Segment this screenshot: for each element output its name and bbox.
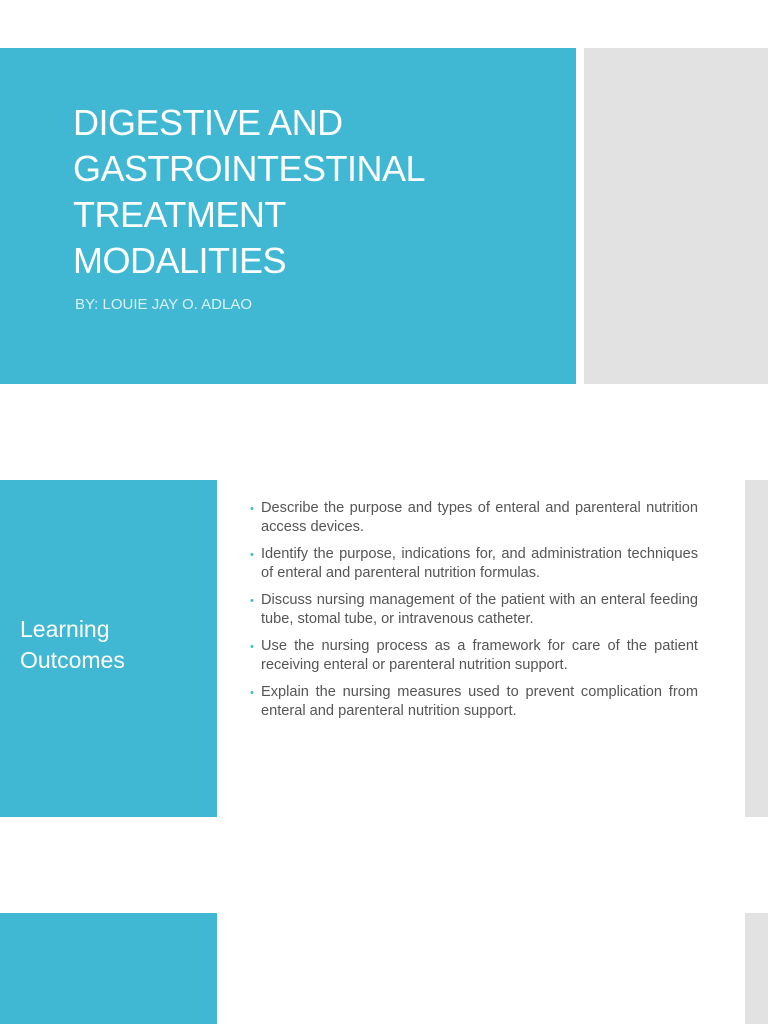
- title-line: GASTROINTESTINAL: [73, 148, 426, 189]
- list-item-text: Identify the purpose, indications for, and administration techniques of enteral and parenteral nutrition formulas.: [261, 546, 698, 581]
- bullet-icon: •: [250, 687, 254, 699]
- bullet-icon: •: [250, 503, 254, 515]
- section-accent-panel: [0, 480, 217, 817]
- section-title: [20, 614, 125, 676]
- title-accent-panel: [0, 48, 576, 384]
- list-item-text: Discuss nursing management of the patient with an enteral feeding tube, stomal tube, or intravenous catheter.: [261, 592, 698, 627]
- next-accent-panel: [0, 913, 217, 1024]
- bullet-icon: •: [250, 595, 254, 607]
- list-item: [250, 683, 698, 720]
- section-side-panel: [745, 480, 768, 817]
- bullet-icon: •: [250, 641, 254, 653]
- list-item-text: Describe the purpose and types of enteral and parenteral nutrition access devices.: [261, 500, 698, 535]
- section-title-line: Outcomes: [20, 647, 125, 673]
- outcomes-list: [250, 499, 698, 729]
- bullet-icon: •: [250, 549, 254, 561]
- slide-title: [0, 48, 768, 384]
- list-item: [250, 591, 698, 628]
- list-item: [250, 499, 698, 536]
- slide-next: [0, 913, 768, 1024]
- slide-learning-outcomes: [0, 480, 768, 817]
- list-item: [250, 637, 698, 674]
- presentation-title: [73, 100, 553, 284]
- list-item-text: Use the nursing process as a framework for care of the patient receiving enteral or parenteral nutrition support.: [261, 638, 698, 673]
- section-title-line: Learning: [20, 616, 110, 642]
- title-side-panel: [584, 48, 768, 384]
- title-line: DIGESTIVE AND: [73, 102, 343, 143]
- next-side-panel: [745, 913, 768, 1024]
- title-line: TREATMENT: [73, 194, 286, 235]
- title-line: MODALITIES: [73, 240, 287, 281]
- list-item-text: Explain the nursing measures used to prevent complication from enteral and parenteral nutrition support.: [261, 684, 698, 719]
- list-item: [250, 545, 698, 582]
- author-byline: BY: LOUIE JAY O. ADLAO: [75, 296, 253, 313]
